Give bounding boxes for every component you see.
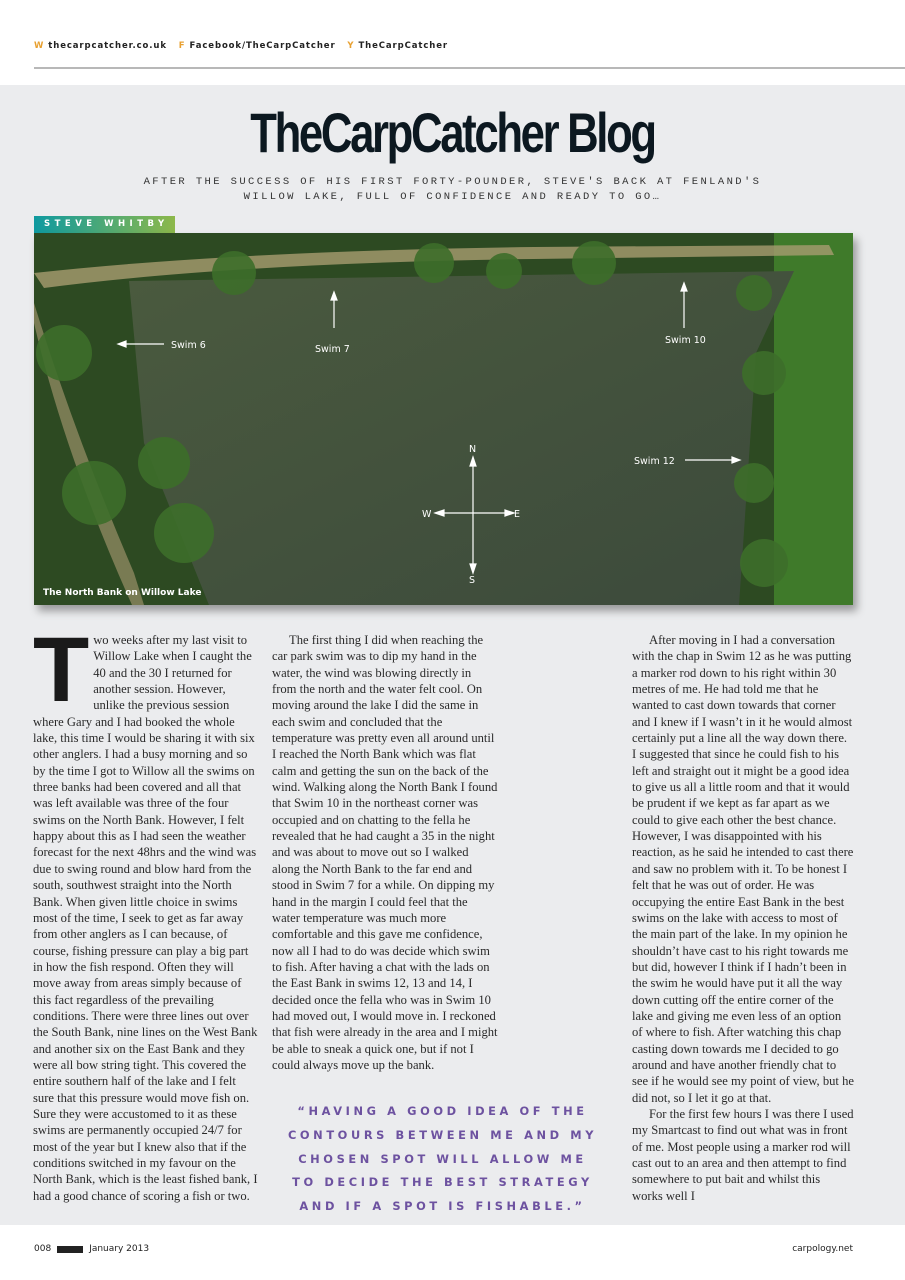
author-byline: STEVE WHITBY [34, 216, 175, 233]
page-title: TheCarpCatcher Blog [250, 101, 655, 164]
compass-west: W [422, 509, 432, 520]
website-link[interactable]: W thecarpcatcher.co.uk [34, 41, 167, 51]
swim-6-label: Swim 6 [171, 340, 206, 351]
facebook-link[interactable]: F Facebook/TheCarpCatcher [178, 41, 336, 51]
paragraph: The first thing I did when reaching the car park swim was to dip my hand in the water, the wind was blowing directly in from the north and the water felt cool. On moving around the lake I did the same in each swim and concluded that the temperature was pretty even all around until I reached the North Bank which was flat calm and getting the sun on the back of the wind. Walking along the North Bank I found that Swim 10 in the northeast corner was occupied and on chatting to the fella he revealed that he had caught a 35 in the night and was about to move out so I walked along the North Bank to the far end and stood in Swim 7 for a while. On dipping my hand in the margin I could feel that the water temperature was much more comfortable and this gave me confidence, now all I had to do was decide which swim to fish. After having a chat with the lads on the East Bank in swims 12, 13 and 14, I decided once the fella who was in Swim 10 had moved out, I would move in. I reckoned that fish were already in the area and I might be able to sneak a quick one, but if not I could always move up the bank. [272, 633, 498, 1072]
swim-10-label: Swim 10 [665, 335, 706, 346]
body-column-1 [33, 619, 258, 1204]
youtube-link[interactable]: Y TheCarpCatcher [347, 41, 449, 51]
body-column-3 [632, 632, 854, 1204]
footer-site[interactable]: carpology.net [792, 1244, 853, 1254]
issue-date: January 2013 [89, 1244, 150, 1254]
magazine-logo [57, 1246, 83, 1253]
compass-north: N [469, 444, 477, 455]
page-number: 008 [34, 1244, 52, 1254]
paragraph: wo weeks after my last visit to Willow Lake when I caught the 40 and the 30 I returned for another session. However, unlike the previous session where Gary and I had booked the whole lake, this time I would be sharing it with six other anglers. I had a busy morning and so by the time I got to Willow all the swims on three banks had been covered and all that was left available was three of the four swims on the North Bank. However, I felt happy about this as I had seen the weather forecast for the next 48hrs and the wind was due to swing round and blow hard from the south, southwest straight into the North Bank. When given little choice in swims most of the time, I seek to get as far away from other anglers as I can because, of course, fishing pressure can play a big part in how the fish respond. Often they will move away from areas simply because of this fact regardless of the prevailing conditions. There were three lines out over the South Bank, nine lines on the West Bank and another six on the East Bank and they were all bow string tight. This covered the entire southern half of the lake and I felt sure that this pressure would move fish on. Sure they were accustomed to it as these swims are permanently occupied 24/7 for most of the year but I knew also that if the conditions switched in my favour on the North Bank, which is the least fished bank, I had a good chance of scoring a fish or two. [33, 633, 258, 1203]
compass-south: S [469, 575, 476, 586]
photo-caption: The North Bank on Willow Lake [43, 588, 202, 598]
footer-left [34, 1244, 149, 1254]
standfirst [90, 175, 815, 205]
pull-quote: “HAVING A GOOD IDEA OF THE CONTOURS BETWEEN ME AND MY CHOSEN SPOT WILL ALLOW ME TO DECIDE THE BEST STRATEGY AND IF A SPOT IS FISHABLE.” [287, 1104, 598, 1214]
field [774, 233, 853, 605]
compass-east: E [514, 509, 521, 520]
lake-aerial-photo [34, 233, 853, 605]
standfirst-line: WILLOW LAKE, FULL OF CONFIDENCE AND READY TO GO… [243, 191, 662, 203]
paragraph: For the first few hours I was there I used my Smartcast to find out what was in front of me. Most people using a marker rod will cast out to an area and then attempt to find somewhere to put bait and whilst this works well I [632, 1106, 854, 1203]
swim-12-label: Swim 12 [634, 456, 675, 467]
social-links [34, 41, 456, 51]
swim-7-label: Swim 7 [315, 344, 350, 355]
body-column-2 [272, 632, 498, 1073]
lake-water [129, 271, 794, 605]
drop-cap: T [33, 619, 90, 721]
paragraph: After moving in I had a conversation with the chap in Swim 12 as he was putting a marker rod down to his right within 30 metres of me. He had told me that he wanted to cast down towards that corner and I knew if I wasn’t in it he would almost certainly put a line all the way down there. I suggested that since he could fish to his left and straight out it might be a good idea to give us all a little room and that it would be prudent if we kept as far apart as we could to give each other the best chance. However, I was disappointed with his reaction, as he said he intended to cast there and saw no problem with it. To be honest I felt that he was out of order. He was occupying the entire East Bank in the best swims on the lake with access to most of the main part of the lake. In my opinion he shouldn’t have cast to his right towards me but did, however I think if I hadn’t been in the swim he would have put it all the way down cutting off the entire corner of the lake and giving me even less of an option of where to fish. After watching this chap casting down towards me I decided to go around and have another friendly chat to see if he would see my point of view, but he did not, so I let it go at that. [632, 633, 854, 1105]
standfirst-line: AFTER THE SUCCESS OF HIS FIRST FORTY-POUNDER, STEVE'S BACK AT FENLAND'S [143, 176, 762, 188]
header-divider [34, 67, 905, 69]
